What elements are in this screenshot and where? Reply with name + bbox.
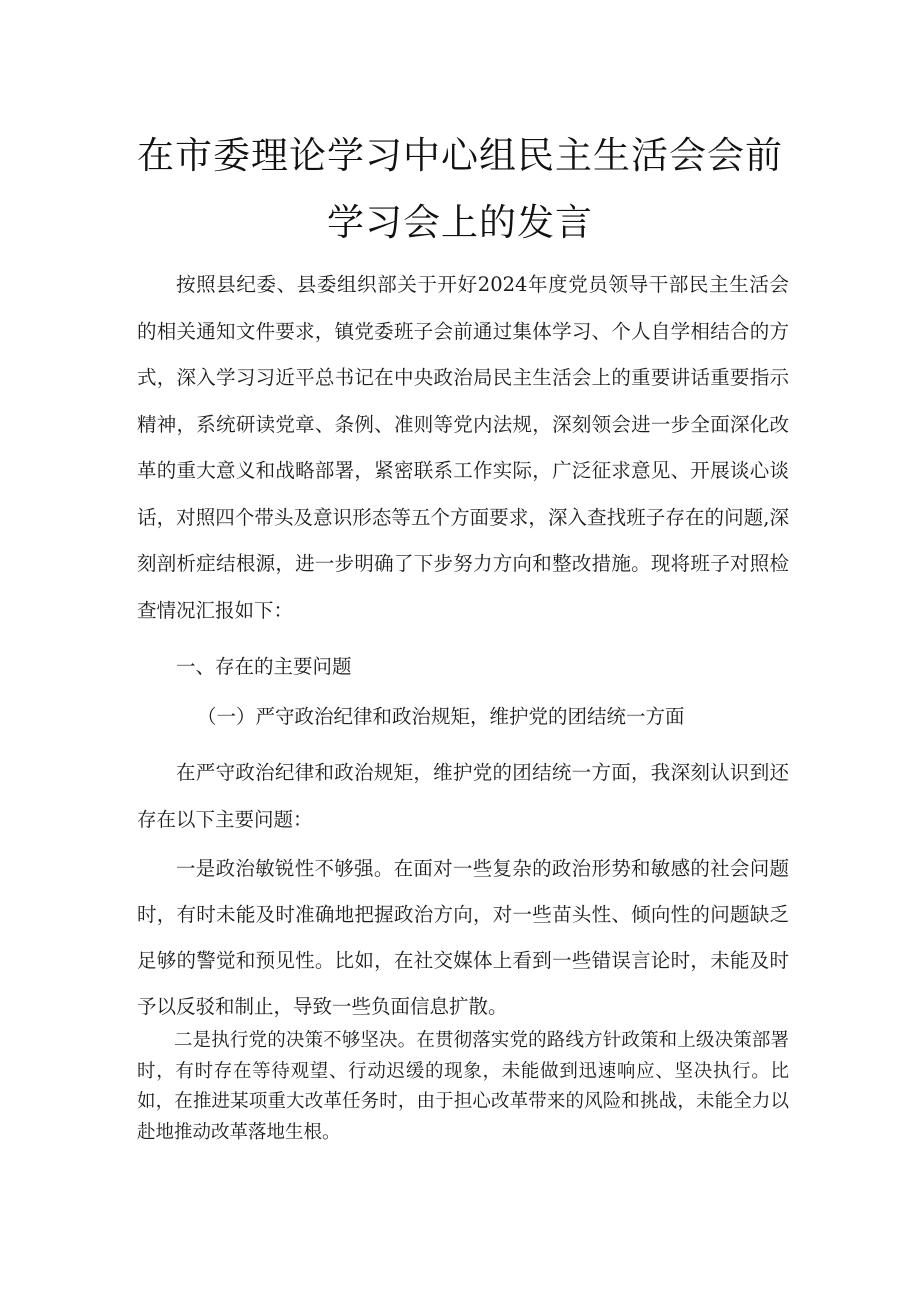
section-heading-level-2: （一）严守政治纪律和政治规矩，维护党的团结统一方面 <box>197 705 685 728</box>
document-title-line-2: 学习会上的发言 <box>327 201 593 244</box>
paragraph-problem-two: 二是执行党的决策不够坚决。在贯彻落实党的路线方针政策和上级决策部署时，有时存在等待观望、行动迟缓的现象，未能做到迅速响应、坚决执行。比如，在推进某项重大改革任务时，由于担心改革带来的风险和挑战，未能全力以赴地推动改革落地生根。 <box>137 1030 789 1143</box>
paragraph-problems-intro: 在严守政治纪律和政治规矩，维护党的团结统一方面，我深刻认识到还存在以下主要问题： <box>137 761 789 831</box>
intro-paragraph: 按照县纪委、县委组织部关于开好2024年度党员领导干部民主生活会的相关通知文件要求，镇党委班子会前通过集体学习、个人自学相结合的方式，深入学习习近平总书记在中央政治局民主生活会上的重要讲话重要指示精神，系统研读党章、条例、准则等党内法规，深刻领会进一步全面深化改革的重大意义和战略部署，紧密联系工作实际，广泛征求意见、开展谈心谈话，对照四个带头及意识形态等五个方面要求，深入查找班子存在的问题,深刻剖析症结根源，进一步明确了下步努力方向和整改措施。现将班子对照检查情况汇报如下： <box>137 273 789 622</box>
section-heading-level-1: 一、存在的主要问题 <box>176 655 352 678</box>
document-title-line-1: 在市委理论学习中心组民主生活会会前 <box>137 134 783 177</box>
paragraph-problem-one: 一是政治敏锐性不够强。在面对一些复杂的政治形势和敏感的社会问题时，有时未能及时准确地把握政治方向，对一些苗头性、倾向性的问题缺乏足够的警觉和预见性。比如，在社交媒体上看到一些错误言论时，未能及时予以反驳和制止，导致一些负面信息扩散。 <box>137 857 789 1018</box>
